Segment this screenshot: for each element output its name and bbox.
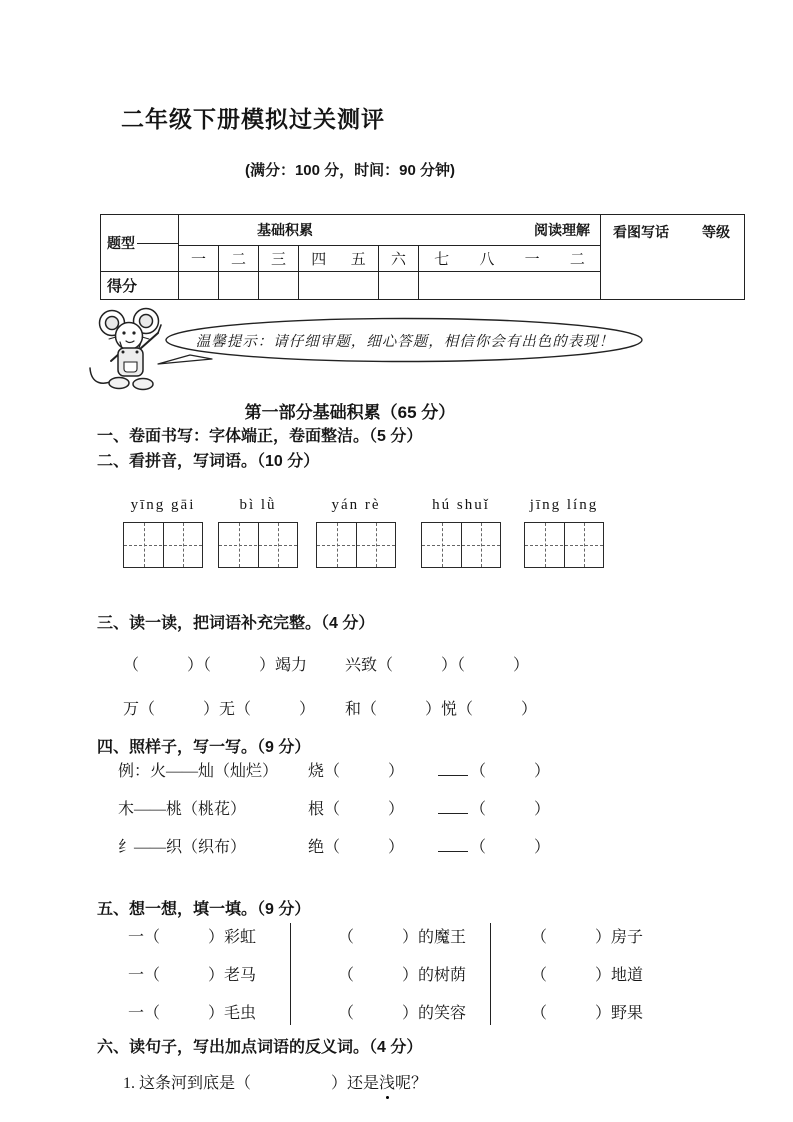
tianzige-grid [218, 522, 298, 568]
q5-item: 一（ ）毛虫 [128, 1005, 257, 1022]
q4-row [97, 761, 793, 783]
q5-item: （ ）的笑容 [338, 1005, 467, 1022]
q5-row [97, 927, 793, 949]
q4-paren: （ ） [470, 801, 551, 818]
blank-line [438, 810, 468, 814]
speech-bubble [156, 317, 644, 365]
qnum-cell-2: 二 [219, 246, 259, 272]
score-blank-cell [299, 272, 379, 300]
qnum-cell-1: 一 [179, 246, 219, 272]
q3-row [97, 699, 793, 721]
part1-heading: 第一部分基础积累（65 分） [244, 403, 456, 422]
q4-example: 木——桃（桃花） [118, 801, 247, 818]
pinyin-word: yán rè [331, 497, 381, 513]
grid-hdash [219, 545, 297, 546]
type-label-cell [101, 215, 179, 272]
q4-paren: （ ） [470, 839, 551, 856]
tianzige-grid [524, 522, 604, 568]
grid-hdash [422, 545, 500, 546]
q3-item: 万（ ）无（ ） [123, 701, 316, 718]
q4-example: 纟——织（织布） [118, 839, 247, 856]
q6-text-post: 呢？ [395, 1075, 428, 1092]
score-blank-cell [379, 272, 419, 300]
pinyin-word: jīng líng [529, 497, 599, 513]
grid-vdash [442, 523, 443, 567]
pinyin-word: hú shuǐ [432, 497, 490, 513]
q6-text-pre: 1. 这条河到底是（ ）还是 [123, 1075, 380, 1092]
q3-item: 兴致（ ）（ ） [345, 657, 530, 674]
grid-hdash [124, 545, 202, 546]
q4-blank-item [438, 837, 550, 859]
type-label: 题型 [107, 235, 135, 251]
pinyin-group [123, 497, 203, 568]
q6-sentence [97, 1073, 793, 1095]
tianzige-grid [123, 522, 203, 568]
q3-row [97, 655, 793, 677]
q4-blank-item [438, 799, 550, 821]
pinyin-group [421, 497, 501, 568]
q5-row [97, 965, 793, 987]
header-picture-writing: 看图写话 [613, 224, 669, 240]
q5-item: 一（ ）彩虹 [128, 929, 257, 946]
q5-item: （ ）房子 [531, 929, 644, 946]
qnum-cell-reading [419, 246, 601, 272]
pinyin-group [218, 497, 298, 568]
header-reading-comprehension: 阅读理解 [534, 222, 590, 238]
score-table [100, 214, 745, 300]
q5-item: （ ）野果 [531, 1005, 644, 1022]
grid-vdash [239, 523, 240, 567]
q3-item: 和（ ）悦（ ） [345, 701, 538, 718]
qnum-5: 五 [350, 252, 366, 268]
score-blank-cell [419, 272, 601, 300]
score-blank-cell [179, 272, 219, 300]
q5-item: （ ）的树荫 [338, 967, 467, 984]
grid-vdash [144, 523, 145, 567]
grid-vdash [183, 523, 184, 567]
score-label-cell: 得分 [101, 272, 179, 300]
q4-item: 绝（ ） [308, 839, 405, 856]
q4-row [97, 799, 793, 821]
grid-vdash [337, 523, 338, 567]
q5-item: 一（ ）老马 [128, 967, 257, 984]
tip-text: 温馨提示：请仔细审题，细心答题，相信你会有出色的表现！ [195, 333, 615, 350]
q4-example: 例：火——灿（灿烂） [118, 763, 279, 780]
grid-vdash [545, 523, 546, 567]
qnum-cell-4-5 [299, 246, 379, 272]
pinyin-group [524, 497, 604, 568]
score-blank-cell [259, 272, 299, 300]
question3-title: 三、读一读，把词语补充完整。（4 分） [97, 615, 375, 632]
header-basic-accumulation: 基础积累 [257, 222, 313, 238]
qnum-4: 四 [311, 252, 327, 268]
question6-title: 六、读句子，写出加点词语的反义词。（4 分） [97, 1039, 423, 1056]
q4-row [97, 837, 793, 859]
qnum-cell-3: 三 [259, 246, 299, 272]
question4-title: 四、照样子，写一写。（9 分） [97, 739, 311, 756]
grid-vdash [584, 523, 585, 567]
qnum-r2: 二 [569, 252, 585, 268]
pinyin-word: yīng gāi [130, 497, 196, 513]
q4-item: 烧（ ） [308, 763, 405, 780]
grid-hdash [317, 545, 395, 546]
score-blank-cell [219, 272, 259, 300]
blank-line [438, 772, 468, 776]
pinyin-word: bì lǜ [239, 497, 277, 513]
q5-block [97, 927, 793, 1025]
qnum-8: 八 [479, 252, 495, 268]
qnum-r1: 一 [524, 252, 540, 268]
pinyin-group [316, 497, 396, 568]
tip-banner [0, 304, 793, 396]
question1-title: 一、卷面书写：字体端正，卷面整洁。（5 分） [97, 428, 423, 445]
header-grade: 等级 [702, 224, 730, 240]
q5-item: （ ）地道 [531, 967, 644, 984]
half-divider-line [137, 243, 178, 244]
section-header-cell [179, 215, 601, 246]
grid-vdash [376, 523, 377, 567]
tianzige-grid [421, 522, 501, 568]
pinyin-grid-block [0, 497, 793, 571]
qnum-cell-6: 六 [379, 246, 419, 272]
blank-line [438, 848, 468, 852]
q5-row [97, 1003, 793, 1025]
page-title: 二年级下册模拟过关测评 [121, 106, 385, 132]
q4-paren: （ ） [470, 763, 551, 780]
q6-emphasized-word: 浅 [379, 1073, 395, 1095]
page-subtitle: (满分：100 分，时间：90 分钟) [244, 162, 456, 179]
grid-hdash [525, 545, 603, 546]
q3-item: （ ）（ ）竭力 [123, 657, 308, 674]
q5-item: （ ）的魔王 [338, 929, 467, 946]
q4-item: 根（ ） [308, 801, 405, 818]
grid-vdash [481, 523, 482, 567]
question2-title: 二、看拼音，写词语。（10 分） [97, 453, 320, 470]
tianzige-grid [316, 522, 396, 568]
question5-title: 五、想一想，填一填。（9 分） [97, 901, 311, 918]
qnum-7: 七 [434, 252, 450, 268]
q4-blank-item [438, 761, 550, 783]
grid-vdash [278, 523, 279, 567]
writing-grade-cell [601, 215, 745, 300]
